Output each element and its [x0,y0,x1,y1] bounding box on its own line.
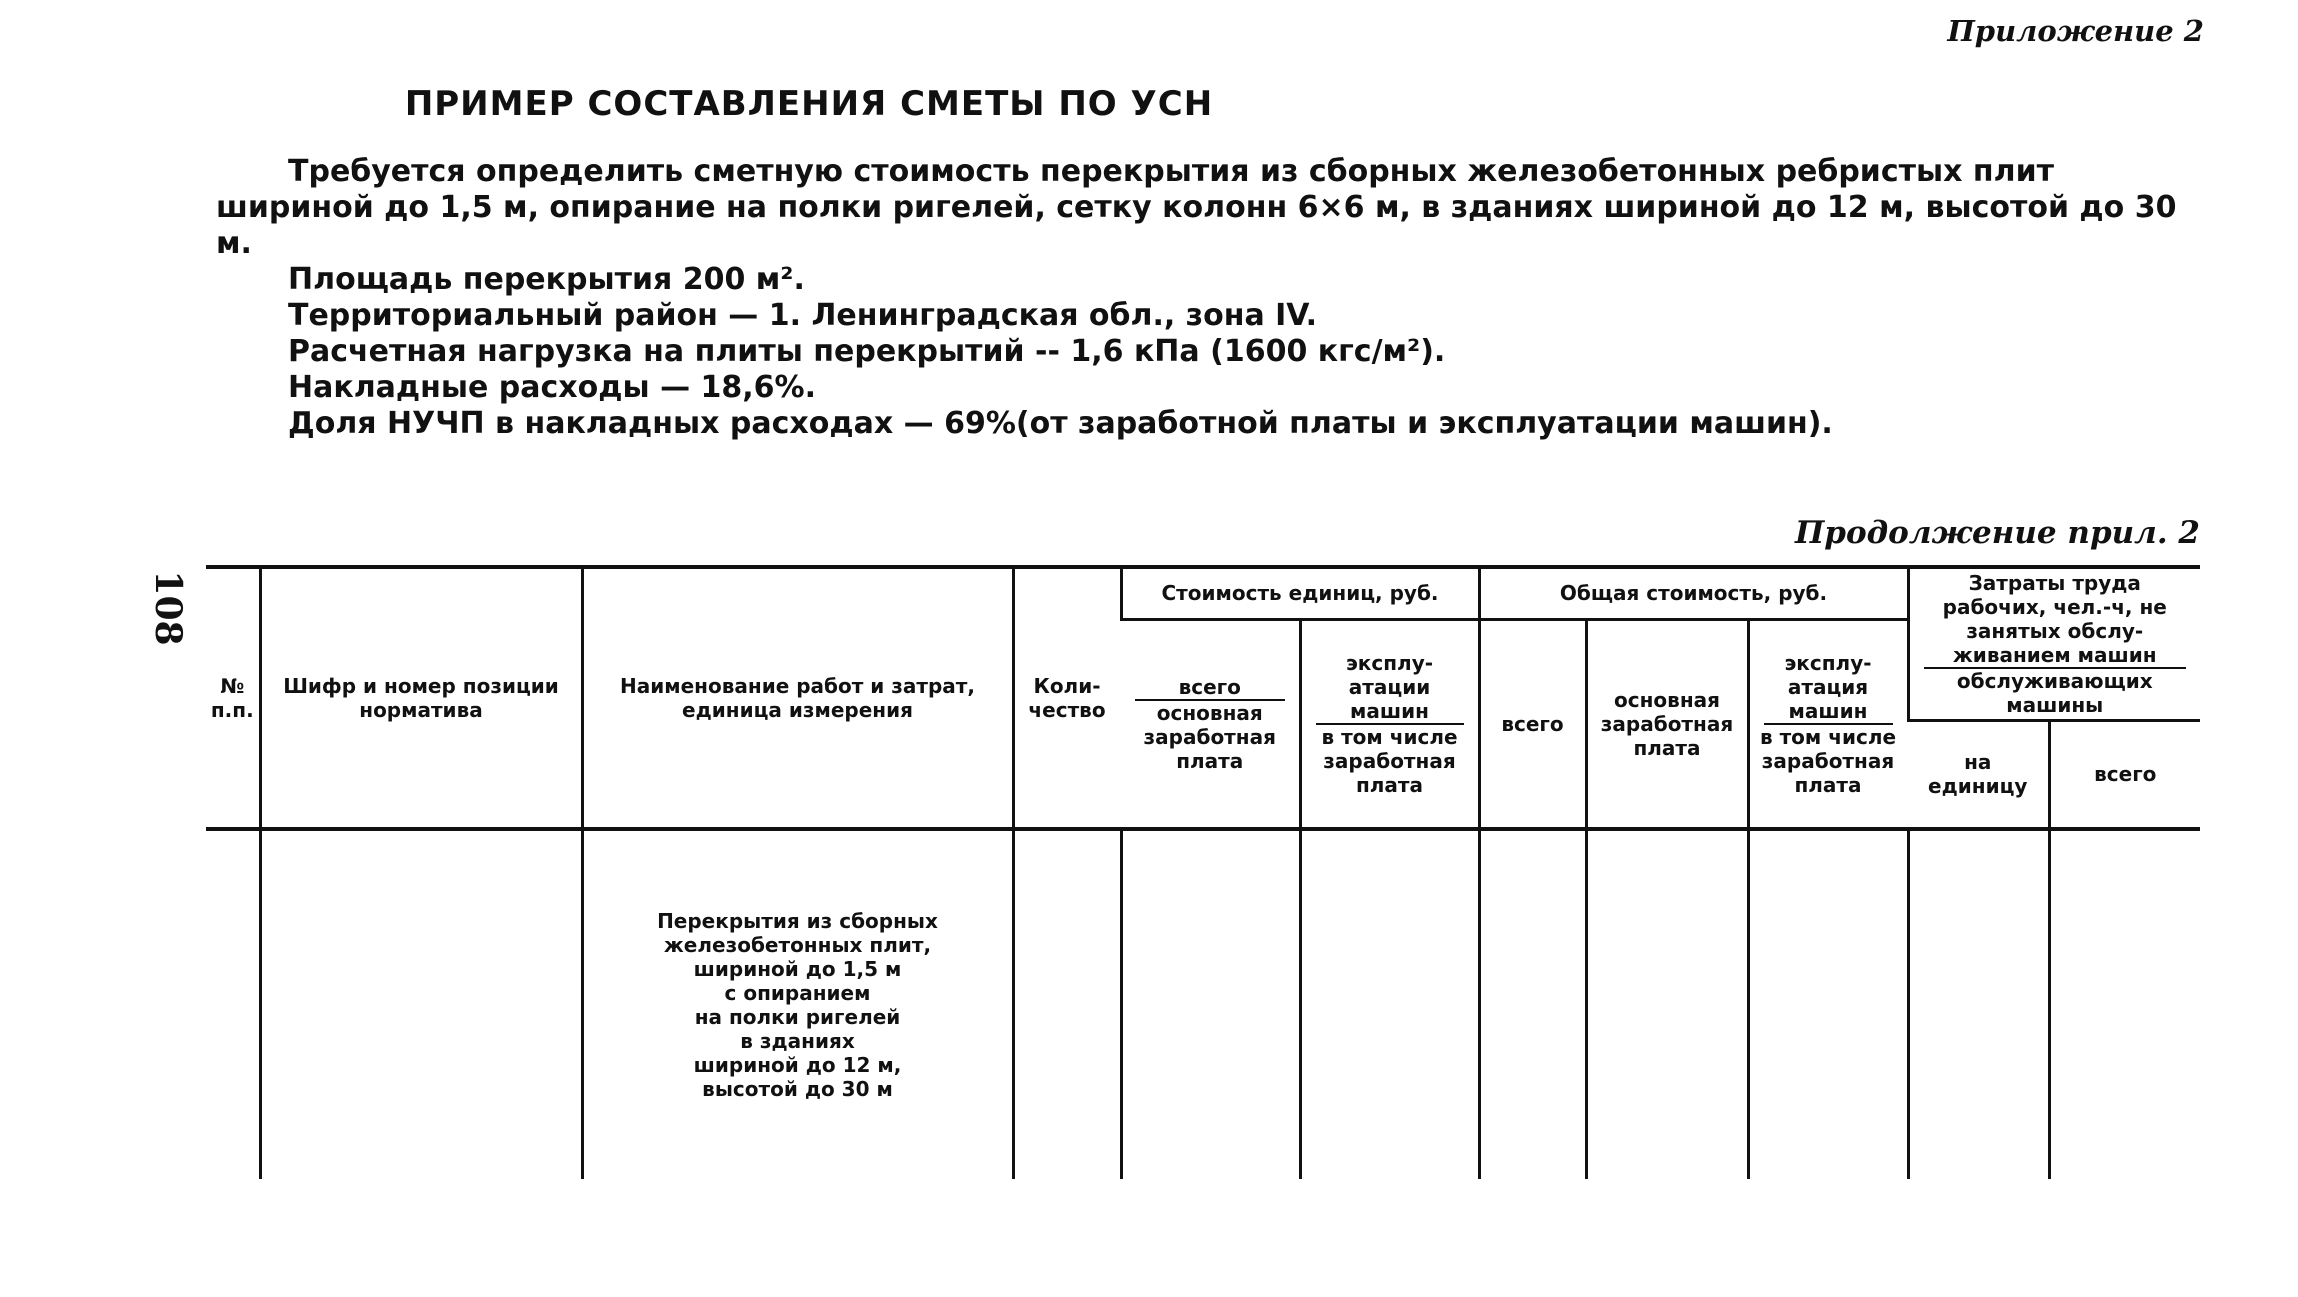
nuchp-share-line: Доля НУЧП в накладных расходах — 69%(от заработной платы и эксплуатации машин). [288,406,1833,441]
unit-machine-numerator: эксплу-атации машин [1316,651,1464,725]
header-total-cost-group: Общая стоимость, руб. [1479,567,1908,619]
header-code: Шифр и номер позиции норматива [260,567,582,829]
appendix-label: Приложение 2 [1947,14,2204,48]
work-name-line: высотой до 30 м [702,1076,893,1101]
header-name: Наименование работ и затрат, единица измерения [582,567,1013,829]
header-unit-machine [1300,619,1479,829]
estimate-table [206,565,2200,1179]
unit-machine-denominator: в том числе заработная плата [1321,724,1458,797]
header-total-machine [1748,619,1908,829]
unit-total-denominator: основная заработная плата [1143,700,1276,773]
work-name-line: в зданиях [740,1028,855,1053]
cell-qty [1013,829,1121,1179]
cell-code [260,829,582,1179]
cell-total-wage [1586,829,1748,1179]
overhead-line: Накладные расходы — 18,6%. [288,370,816,405]
cell-total-all [1479,829,1586,1179]
header-unit-total [1121,619,1300,829]
work-name-line: на полки ригелей [694,1004,901,1029]
cell-total-machine [1748,829,1908,1179]
header-unit-cost-group: Стоимость единиц, руб. [1121,567,1479,619]
work-name-line: шириной до 1,5 м [693,956,902,981]
header-total-wage: основная заработная плата [1586,619,1748,829]
header-num: № п.п. [206,567,260,829]
area-line: Площадь перекрытия 200 м². [288,262,805,297]
work-name-line: Перекрытия из сборных [657,908,938,933]
continuation-label: Продолжение прил. 2 [1794,515,2200,551]
header-total-all: всего [1479,619,1586,829]
task-description [216,154,2206,442]
cell-labor-total [2049,829,2200,1179]
task-paragraph: Требуется определить сметную стоимость перекрытия из сборных железобетонных ребристых плит шириной до 1,5 м, опирание на полки ригелей, сетку колонн 6×6 м, в зданиях шириной до 12 м, высотой до 30 м. [216,154,2177,261]
header-labor-per-unit: на единицу [1908,721,2049,829]
table-row [206,829,2200,1179]
cell-labor-per-unit [1908,829,2049,1179]
work-name-line: шириной до 12 м, [693,1052,902,1077]
work-name-line: железобетонных плит, [663,932,932,957]
unit-total-numerator: всего [1135,675,1285,701]
total-machine-numerator: эксплу-атация машин [1764,651,1893,725]
cell-work-name [582,829,1013,1179]
cell-unit-machine [1300,829,1479,1179]
total-machine-denominator: в том числе заработная плата [1759,724,1897,797]
region-line: Территориальный район — 1. Ленинградская обл., зона IV. [288,298,1318,333]
page-number: 108 [147,570,189,646]
header-qty: Коли-чество [1013,567,1121,829]
cell-num [206,829,260,1179]
labor-group-numerator: Затраты труда рабочих, чел.-ч, не занятых обслу-живанием машин [1924,571,2187,669]
header-labor-total: всего [2049,721,2200,829]
cell-unit-total [1121,829,1300,1179]
labor-group-denominator: обслуживающих машины [1956,669,2153,717]
header-labor-group [1908,567,2200,721]
load-line: Расчетная нагрузка на плиты перекрытий -- 1,6 кПа (1600 кгс/м²). [288,334,1446,369]
work-name-line: с опиранием [724,980,871,1005]
page-title: ПРИМЕР СОСТАВЛЕНИЯ СМЕТЫ ПО УСН [404,84,1214,124]
